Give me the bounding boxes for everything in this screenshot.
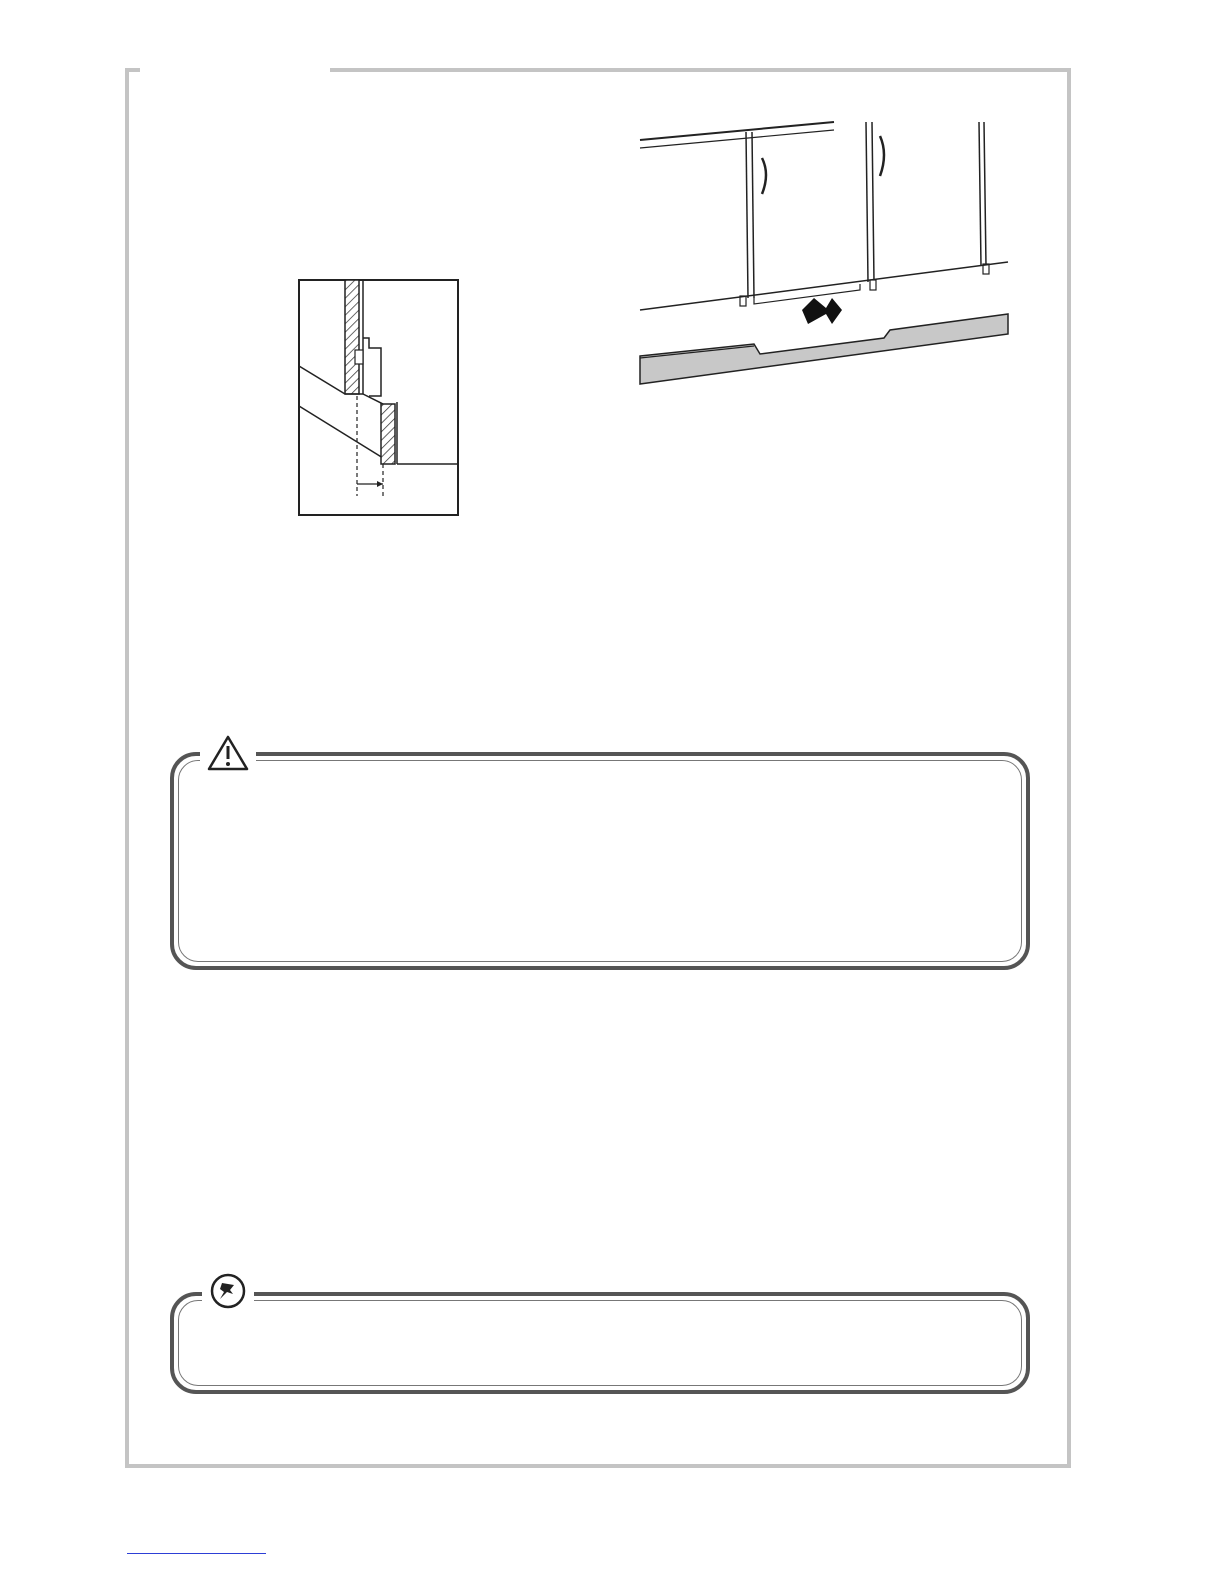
footer-link-underline[interactable] <box>127 1553 266 1554</box>
plinth-cross-section-diagram <box>297 278 460 518</box>
note-callout <box>170 1292 1030 1394</box>
warning-triangle-icon <box>200 734 256 777</box>
header-tab-gap <box>140 64 330 72</box>
cabinet-plinth-installation-diagram <box>636 118 1012 393</box>
pushpin-icon <box>202 1272 254 1315</box>
warning-callout <box>170 752 1030 970</box>
